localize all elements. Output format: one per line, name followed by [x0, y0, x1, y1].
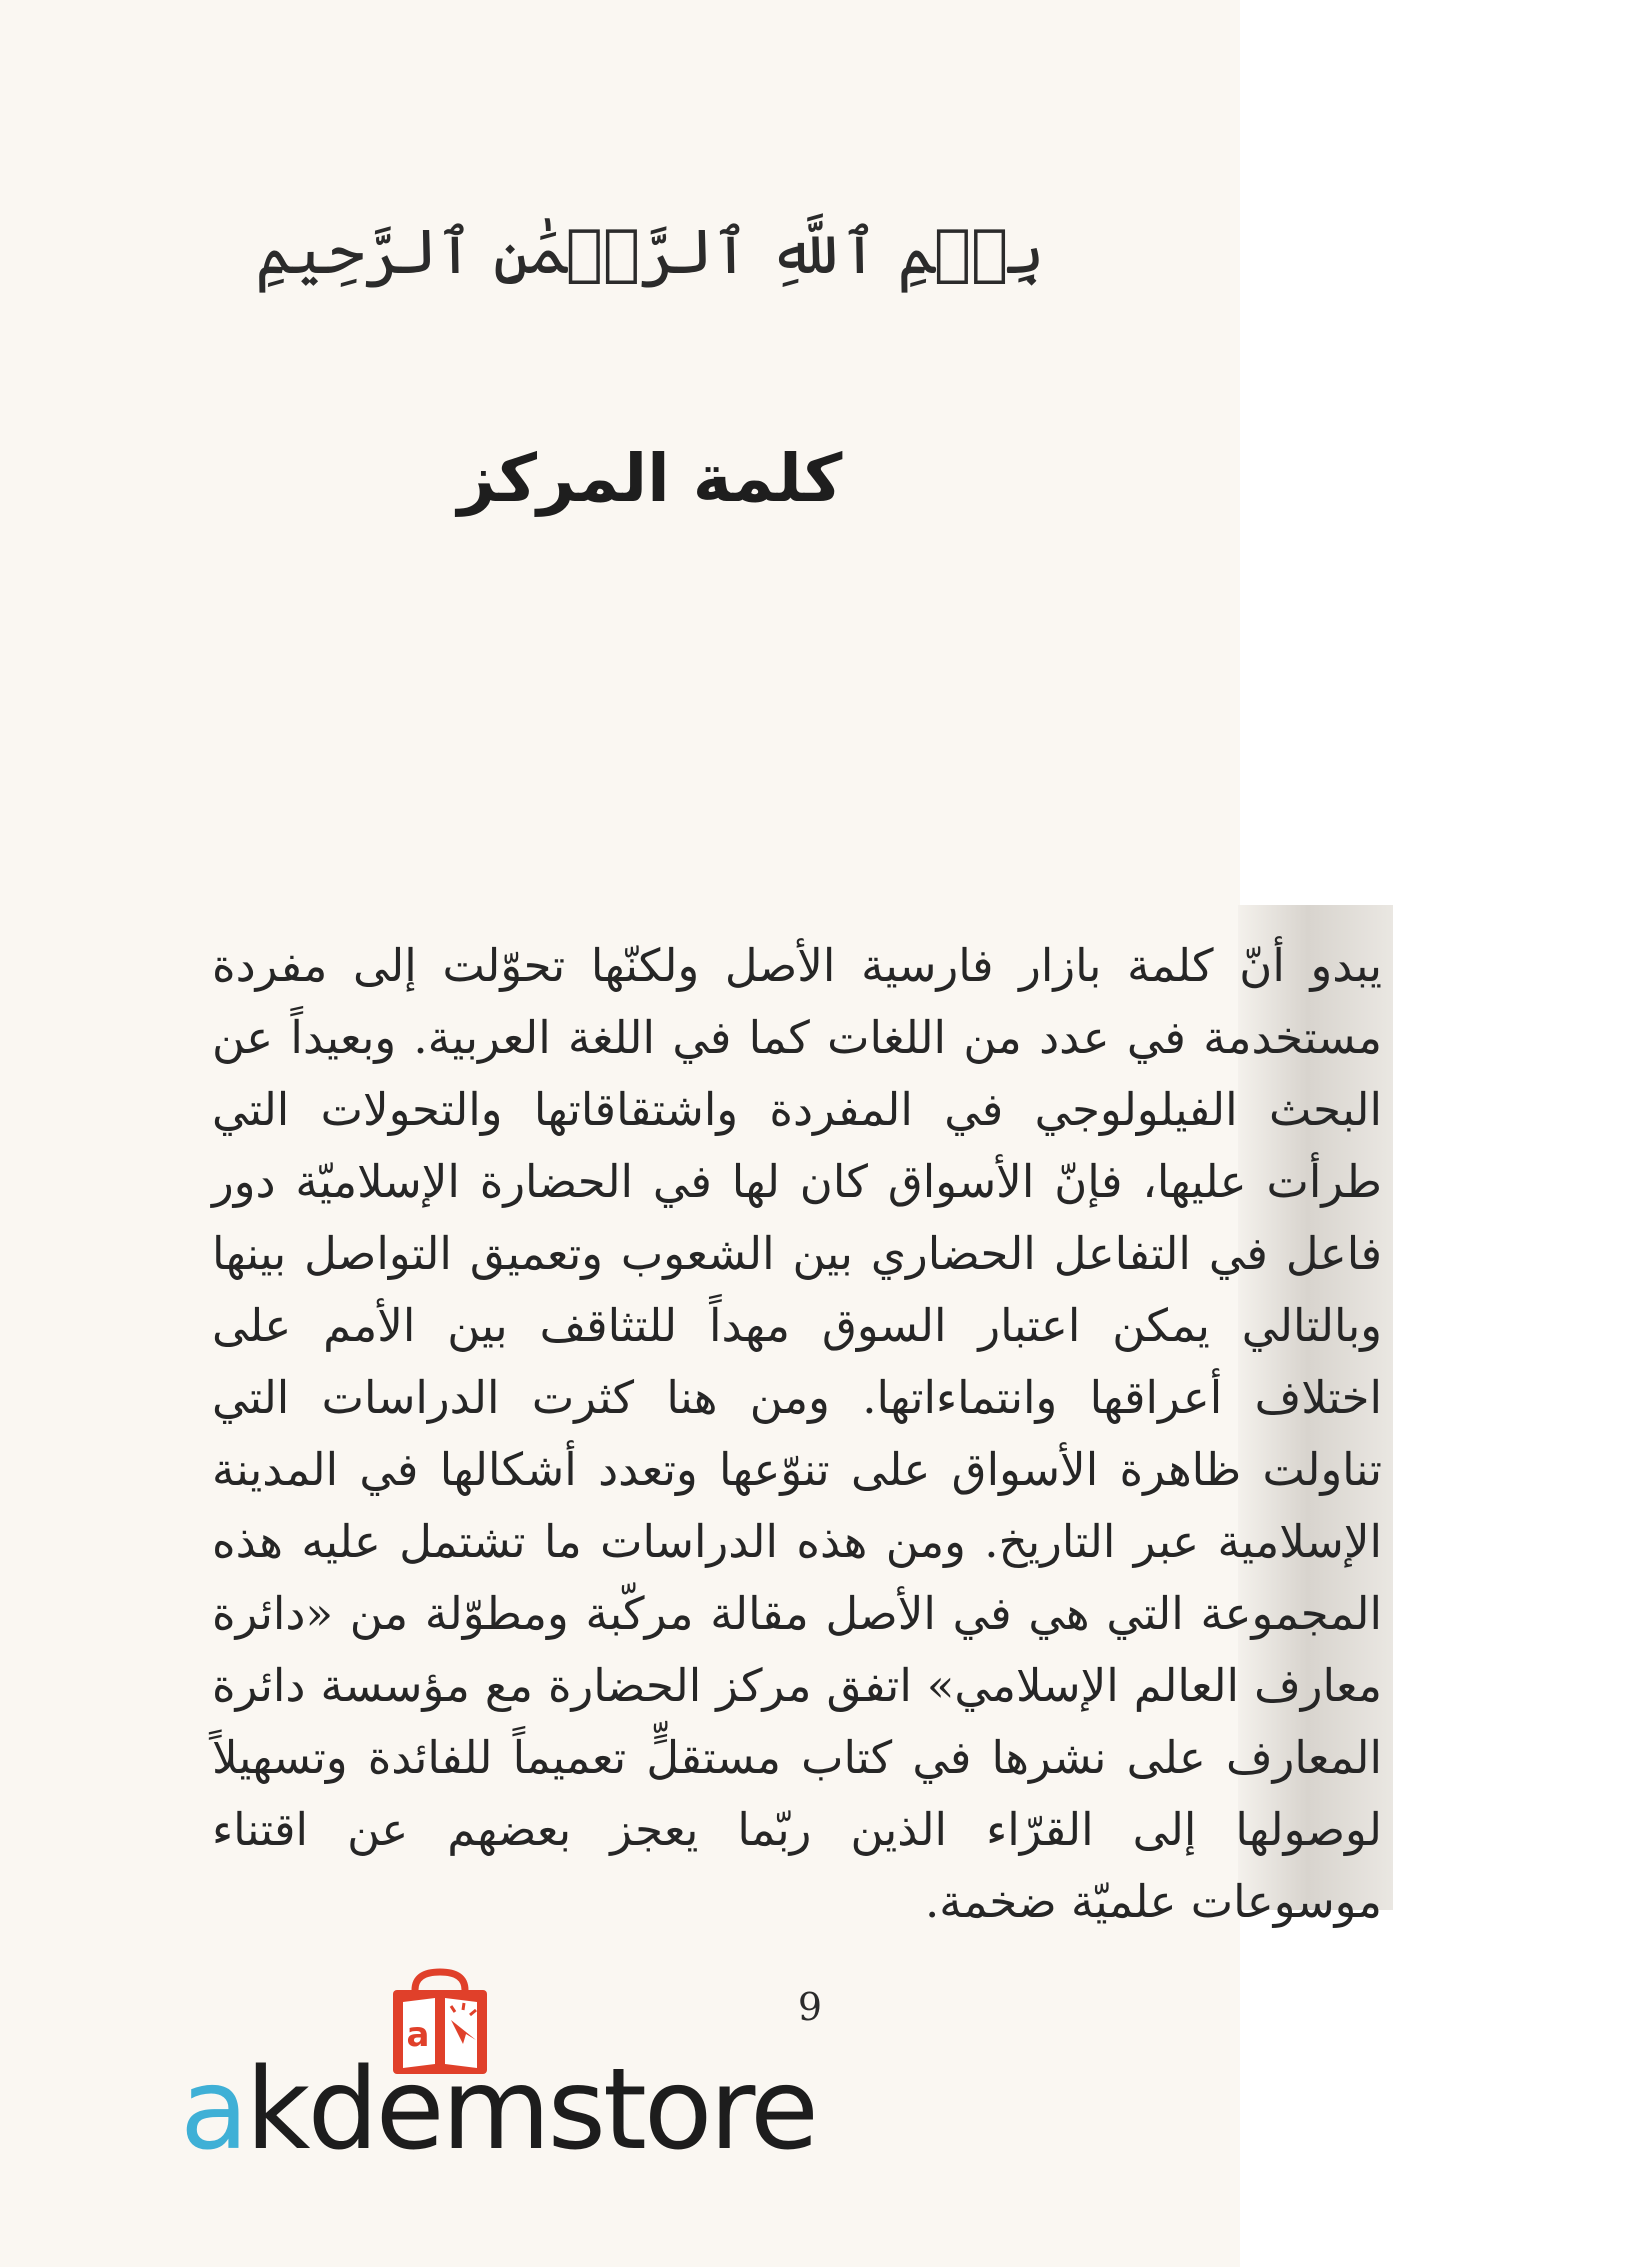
bismillah-heading: بِسۡمِ ٱللَّهِ ٱلرَّحۡمَٰنِ ٱلرَّحِيمِ: [255, 215, 1045, 288]
svg-text:a: a: [406, 2015, 430, 2055]
page-number: 9: [797, 1985, 823, 2029]
page-title: كلمة المركز: [457, 440, 843, 517]
logo-text-rest: kdemstore: [245, 2045, 816, 2175]
body-paragraph: يبدو أنّ كلمة بازار فارسية الأصل ولكنّها تحوّلت إلى مفردة مستخدمة في عدد من اللغات كما في اللغة العربية. وبعيداً عن البحث الفيلولوجي في المفردة واشتقاقاتها والتحولات التي طرأت عليها، فإنّ الأسواق كان لها في الحضارة الإسلاميّة دور فاعل في التفاعل الحضاري بين الشعوب وتعميق التواصل بينها وبالتالي يمكن اعتبار السوق مهداً للتثاقف بين الأمم على اختلاف أعراقها وانتماءاتها. ومن هنا كثرت الدراسات التي تناولت ظاهرة الأسواق على تنوّعها وتعدد أشكالها في المدينة الإسلامية عبر التاريخ. ومن هذه الدراسات ما تشتمل عليه هذه المجموعة التي هي في الأصل مقالة مركّبة ومطوّلة من «دائرة معارف العالم الإسلامي» اتفق مركز الحضارة مع مؤسسة دائرة المعارف على نشرها في كتاب مستقلٍّ تعميماً للفائدة وتسهيلاً لوصولها إلى القرّاء الذين ربّما يعجز بعضهم عن اقتناء موسوعات علميّة ضخمة.: [212, 939, 1382, 1928]
body-paragraph-block: [212, 930, 1382, 1928]
store-logo-wordmark: [180, 2035, 816, 2185]
logo-letter-a: a: [180, 2045, 246, 2175]
